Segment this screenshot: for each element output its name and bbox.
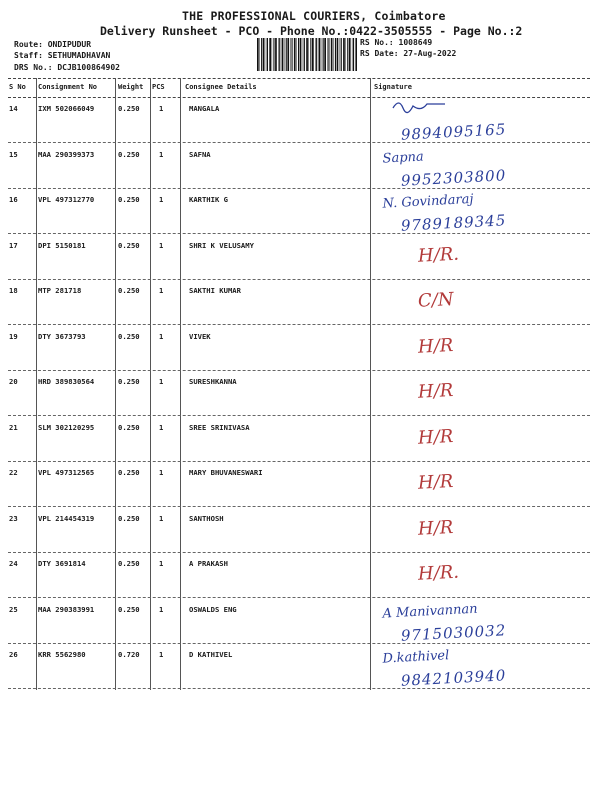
rs-date: RS Date: 27-Aug-2022 <box>360 49 457 58</box>
cell-weight: 0.250 <box>118 195 140 204</box>
cell-consignee: SREE SRINIVASA <box>189 422 250 432</box>
table-row <box>8 324 590 371</box>
signature-name: H/R <box>417 470 454 494</box>
cell-weight: 0.250 <box>118 513 140 523</box>
table-row <box>8 506 590 553</box>
cell-consignee: VIVEK <box>189 331 211 341</box>
cell-pcs: 1 <box>159 468 164 477</box>
cell-sno: 18 <box>9 286 18 295</box>
cell-pcs: 1 <box>159 604 164 614</box>
cell-sno: 16 <box>9 195 18 204</box>
table-row <box>8 369 590 416</box>
signature-phone: 9894095165 <box>400 120 507 144</box>
cell-pcs: 1 <box>159 286 164 295</box>
cell-pcs: 1 <box>159 149 164 159</box>
document-title: THE PROFESSIONAL COURIERS, Coimbatore <box>182 9 446 23</box>
cell-consignment: MAA 290399373 <box>38 149 95 159</box>
signature-name: C/N <box>417 288 455 312</box>
cell-weight: 0.250 <box>118 559 140 568</box>
col-header-signature: Signature <box>374 83 412 91</box>
col-header-weight: Weight <box>118 83 144 91</box>
cell-pcs: 1 <box>159 650 164 659</box>
signature-phone: 9952303800 <box>400 165 507 190</box>
cell-consignment: KRR 5562980 <box>38 650 86 659</box>
cell-sno: 26 <box>9 650 18 659</box>
handwritten-signature <box>373 549 588 599</box>
col-header-sno: S No <box>9 83 26 91</box>
cell-consignee: SURESHKANNA <box>189 377 237 386</box>
handwritten-signature <box>373 640 588 690</box>
cell-sno: 23 <box>9 513 18 523</box>
signature-name: H/R <box>417 516 454 540</box>
cell-consignment: HRD 389830564 <box>38 377 95 386</box>
cell-sno: 19 <box>9 331 18 341</box>
handwritten-signature <box>373 322 588 372</box>
col-header-consignment: Consignment No <box>38 83 98 91</box>
cell-pcs: 1 <box>159 377 164 386</box>
cell-pcs: 1 <box>159 195 164 204</box>
cell-sno: 20 <box>9 377 18 386</box>
cell-sno: 25 <box>9 604 18 614</box>
signature-scribble <box>393 103 445 113</box>
cell-consignment: SLM 302120295 <box>38 422 95 432</box>
cell-consignee: D KATHIVEL <box>189 650 233 659</box>
signature-name: H/R <box>417 425 454 449</box>
cell-consignment: VPL 497312565 <box>38 468 95 477</box>
cell-weight: 0.250 <box>118 240 140 250</box>
table-row <box>8 187 590 234</box>
cell-consignee: SAKTHI KUMAR <box>189 286 241 295</box>
signature-name: A Manivannan <box>382 601 478 622</box>
handwritten-signature <box>373 367 588 417</box>
rs-number: RS No.: 1008649 <box>360 38 433 47</box>
cell-consignee: OSWALDS ENG <box>189 604 237 614</box>
cell-consignment: MTP 281718 <box>38 286 82 295</box>
table-row <box>8 278 590 325</box>
cell-consignment: VPL 214454319 <box>38 513 95 523</box>
handwritten-signature <box>373 458 588 508</box>
cell-sno: 17 <box>9 240 18 250</box>
signature-name: H/R. <box>417 243 460 267</box>
cell-consignee: SHRI K VELUSAMY <box>189 240 254 250</box>
col-header-pcs: PCS <box>152 83 165 91</box>
handwritten-signature <box>373 276 588 326</box>
handwritten-signature <box>373 94 588 144</box>
cell-consignee: KARTHIK G <box>189 195 228 204</box>
cell-pcs: 1 <box>159 240 164 250</box>
table-row <box>8 642 590 689</box>
table-row <box>8 460 590 507</box>
cell-weight: 0.250 <box>118 604 140 614</box>
cell-weight: 0.250 <box>118 286 140 295</box>
signature-name: H/R <box>417 334 454 358</box>
cell-consignee: MARY BHUVANESWARI <box>189 468 263 477</box>
signature-phone: 9715030032 <box>400 620 507 645</box>
barcode-image <box>257 38 357 71</box>
signature-name: H/R. <box>417 561 460 585</box>
cell-pcs: 1 <box>159 422 164 432</box>
cell-consignee: A PRAKASH <box>189 559 228 568</box>
cell-pcs: 1 <box>159 104 164 113</box>
table-row <box>8 96 590 143</box>
route-label: Route: ONDIPUDUR <box>14 40 92 49</box>
cell-weight: 0.250 <box>118 422 140 432</box>
col-header-consignee: Consignee Details <box>185 83 257 91</box>
cell-sno: 22 <box>9 468 18 477</box>
cell-consignment: VPL 497312770 <box>38 195 95 204</box>
drs-number: DRS No.: DCJB100864902 <box>14 63 120 72</box>
cell-weight: 0.250 <box>118 331 140 341</box>
signature-name: Sapna <box>382 148 425 167</box>
handwritten-signature <box>373 595 588 645</box>
cell-weight: 0.720 <box>118 650 140 659</box>
cell-consignment: DTY 3691814 <box>38 559 86 568</box>
cell-sno: 24 <box>9 559 18 568</box>
cell-consignee: SANTHOSH <box>189 513 224 523</box>
cell-consignee: MANGALA <box>189 104 220 113</box>
staff-label: Staff: SETHUMADHAVAN <box>14 51 111 60</box>
table-row <box>8 551 590 598</box>
cell-consignment: IXM 502066049 <box>38 104 95 113</box>
cell-weight: 0.250 <box>118 104 140 113</box>
handwritten-signature <box>373 140 588 190</box>
cell-sno: 14 <box>9 104 18 113</box>
table-row <box>8 142 590 189</box>
cell-weight: 0.250 <box>118 149 140 159</box>
handwritten-signature <box>373 504 588 554</box>
signature-name: N. Govindaraj <box>382 191 474 212</box>
cell-pcs: 1 <box>159 331 164 341</box>
table-row <box>8 597 590 644</box>
cell-consignment: DTY 3673793 <box>38 331 86 341</box>
cell-weight: 0.250 <box>118 468 140 477</box>
signature-name: D.kathivel <box>382 648 450 667</box>
cell-sno: 15 <box>9 149 18 159</box>
table-row <box>8 415 590 462</box>
cell-pcs: 1 <box>159 559 164 568</box>
signature-phone: 9789189345 <box>400 211 507 235</box>
signature-name: H/R <box>417 379 454 403</box>
handwritten-signature <box>373 185 588 235</box>
table-row <box>8 233 590 280</box>
signature-phone: 9842103940 <box>400 666 507 690</box>
cell-consignee: SAFNA <box>189 149 211 159</box>
handwritten-signature <box>373 413 588 463</box>
cell-consignment: DPI 5150181 <box>38 240 86 250</box>
cell-consignment: MAA 290383991 <box>38 604 95 614</box>
document-subtitle: Delivery Runsheet - PCO - Phone No.:0422-3505555 - Page No.:2 <box>100 24 523 38</box>
cell-weight: 0.250 <box>118 377 140 386</box>
cell-sno: 21 <box>9 422 18 432</box>
cell-pcs: 1 <box>159 513 164 523</box>
handwritten-signature <box>373 231 588 281</box>
